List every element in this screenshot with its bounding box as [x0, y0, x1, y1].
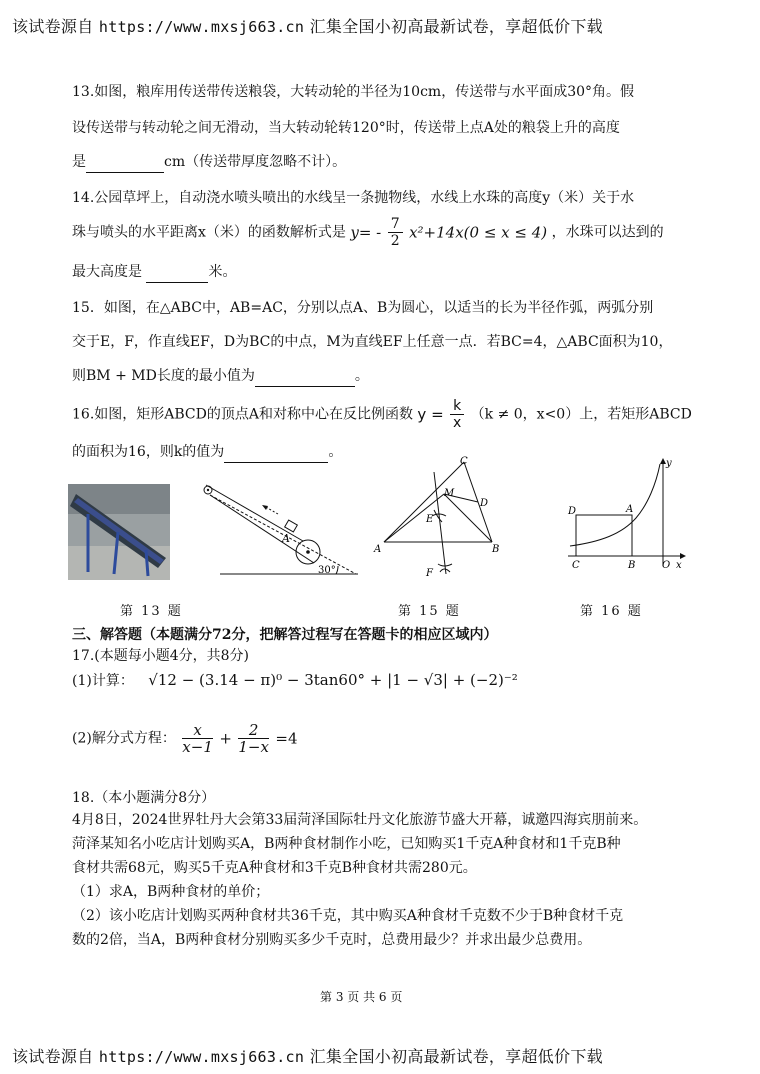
- q15-line3-post: 。: [354, 368, 369, 384]
- belt-bottom: [210, 495, 314, 563]
- q17-head: 17.(本题每小题4分，共8分): [72, 648, 250, 664]
- q16-line2-pre: 的面积为16，则k的值为: [72, 444, 225, 460]
- big-wheel-center: [306, 550, 310, 554]
- q16-func-num: k: [450, 398, 464, 415]
- fig13-label-A: A: [282, 532, 290, 545]
- q14-line2: [72, 216, 664, 252]
- q17-p2-rhs: =4: [275, 729, 298, 748]
- q14-line2-post: ，水珠可以达到的: [551, 224, 664, 241]
- q14-answer-blank: [146, 262, 208, 283]
- q15-answer-blank: [255, 366, 355, 387]
- q16-func-fraction: [450, 398, 464, 431]
- fig15-label-E: E: [426, 514, 434, 525]
- q16-line2-post: 。: [328, 444, 343, 460]
- fig15-label-M: M: [444, 488, 455, 499]
- fig13-diagram: [198, 480, 363, 580]
- q14-line3-post: 米。: [208, 264, 237, 280]
- q17-part1: [72, 670, 518, 691]
- arc-F-2: [440, 569, 450, 572]
- q18-line1: 4月8日，2024世界牡丹大会第33届菏泽国际牡丹文化旅游节盛大开幕，诚邀四海宾朋前来。: [72, 812, 648, 828]
- fig15-label-B: B: [492, 544, 500, 555]
- banner-prefix: 该试卷源自: [12, 17, 94, 36]
- fig15-label-C: C: [460, 456, 468, 467]
- q14-line2-pre: 珠与喷头的水平距离x（米）的函数解析式是: [72, 224, 346, 241]
- q18-part1: （1）求A，B两种食材的单价；: [72, 884, 270, 900]
- q14-formula-rest: x²+14x(0 ≤ x ≤ 4): [409, 223, 548, 242]
- q13-line1: 13.如图，粮库用传送带传送粮袋，大转动轮的半径为10cm，传送带与水平面成30°角。假: [72, 84, 635, 100]
- q17-p1-expression: √12 − (3.14 − π)⁰ − 3tan60° + |1 − √3| + (−2)⁻²: [148, 671, 518, 689]
- q13-line3-post: cm（传送带厚度忽略不计）。: [164, 154, 347, 170]
- fig16-diagram: [560, 454, 690, 574]
- top-banner: [12, 14, 603, 37]
- fig16-label-C: C: [572, 560, 580, 571]
- q18-head: 18.（本小题满分8分）: [72, 790, 216, 806]
- q14-line3: [72, 262, 236, 283]
- q18-line2: 菏泽某知名小吃店计划购买A，B两种食材制作小吃，已知购买1千克A种食材和1千克B种: [72, 836, 621, 852]
- q14-line1: 14.公园草坪上，自动浇水喷头喷出的水线呈一条抛物线，水线上水珠的高度y（米）关于水: [72, 190, 635, 206]
- q14-formula-num: 7: [388, 216, 403, 233]
- fig15-label-F: F: [426, 568, 433, 579]
- q17-p1-label: (1)计算：: [72, 673, 134, 689]
- segment-MA: [384, 494, 444, 542]
- banner-suffix: 汇集全国小初高最新试卷，享超低价下载: [309, 17, 603, 36]
- fig16-label-y: y: [666, 458, 672, 469]
- q18-part2-line1: （2）该小吃店计划购买两种食材共36千克，其中购买A种食材千克数不少于B种食材千克: [72, 908, 624, 924]
- q17-p2-den1: x−1: [182, 738, 213, 756]
- q17-p2-num1: x: [182, 722, 213, 739]
- fig13-photo: [68, 484, 170, 580]
- section3-title: 三、解答题（本题满分72分，把解答过程写在答题卡的相应区域内）: [72, 627, 498, 643]
- banner-suffix-bottom: 汇集全国小初高最新试卷，享超低价下载: [309, 1047, 603, 1066]
- caption-q16: 第 16 题: [580, 604, 643, 619]
- banner-prefix-bottom: 该试卷源自: [12, 1047, 94, 1066]
- caption-q15: 第 15 题: [398, 604, 461, 619]
- photo-leg-3: [146, 550, 148, 576]
- q15-line1: 15．如图，在△ABC中，AB=AC，分别以点A、B为圆心，以适当的长为半径作弧，两弧分别: [72, 300, 654, 316]
- rectangle-ABCD: [576, 515, 632, 556]
- hyperbola-curve: [570, 464, 660, 546]
- q16-func-lhs: y =: [417, 405, 444, 424]
- q17-p2-den2: 1−x: [238, 738, 269, 756]
- arc-E-2: [434, 510, 442, 522]
- fig16-label-B: B: [628, 560, 636, 571]
- q18-part2-line2: 数的2倍，当A，B两种食材分别购买多少千克时，总费用最少？并求出最少总费用。: [72, 932, 592, 948]
- fig13-label-angle: 30°: [318, 565, 336, 576]
- fig16-label-O: O: [662, 560, 671, 571]
- fig15-diagram: [372, 454, 508, 584]
- fig15-label-A: A: [374, 544, 382, 555]
- q17-p2-fraction-1: [182, 722, 213, 755]
- fig16-label-A: A: [626, 504, 634, 515]
- q17-p2-num2: 2: [238, 722, 269, 739]
- grain-bag: [285, 520, 298, 532]
- fig15-label-D: D: [480, 498, 489, 509]
- q16-answer-blank: [224, 442, 328, 463]
- banner-url-bottom[interactable]: https://www.mxsj663.cn: [98, 1048, 305, 1066]
- q14-formula-fraction: [388, 216, 403, 249]
- q13-answer-blank: [86, 152, 164, 173]
- page-number: 第 3 页 共 6 页: [320, 990, 403, 1004]
- q14-formula-lhs: y= -: [350, 223, 382, 242]
- banner-url[interactable]: https://www.mxsj663.cn: [98, 18, 305, 36]
- q14-line3-pre: 最大高度是: [72, 264, 142, 280]
- q17-p2-plus: +: [219, 729, 232, 748]
- q16-line1-pre: 16.如图，矩形ABCD的顶点A和对称中心在反比例函数: [72, 406, 413, 423]
- small-wheel-center: [207, 489, 209, 491]
- fig16-label-x: x: [676, 560, 682, 571]
- q17-p2-fraction-2: [238, 722, 269, 755]
- q15-line2: 交于E，F，作直线EF，D为BC的中点，M为直线EF上任意一点．若BC=4，△ABC面积为10，: [72, 334, 673, 350]
- q13-line2: 设传送带与转动轮之间无滑动，当大转动轮转120°时，传送带上点A处的粮袋上升的高度: [72, 120, 620, 136]
- q15-line3: [72, 366, 369, 387]
- q16-func-den: x: [453, 415, 462, 431]
- motion-arrowhead: [262, 505, 268, 510]
- caption-q13: 第 13 题: [120, 604, 183, 619]
- angle-arc: [336, 566, 338, 574]
- q18-line3: 食材共需68元，购买5千克A种食材和3千克B种食材共需280元。: [72, 860, 477, 876]
- q13-line3: [72, 152, 346, 173]
- q15-line3-pre: 则BM + MD长度的最小值为: [72, 368, 255, 384]
- q16-line1: [72, 398, 692, 436]
- q13-line3-pre: 是: [72, 154, 86, 170]
- q14-formula-den: 2: [390, 233, 400, 249]
- x-axis-arrow: [680, 553, 686, 559]
- fig16-label-D: D: [568, 506, 577, 517]
- q16-line2: [72, 442, 342, 463]
- q16-line1-post: （k ≠ 0，x<0）上，若矩形ABCD: [470, 406, 692, 423]
- q17-p2-label: (2)解分式方程：: [72, 730, 176, 747]
- q17-part2: [72, 722, 298, 762]
- bottom-banner: [12, 1044, 603, 1067]
